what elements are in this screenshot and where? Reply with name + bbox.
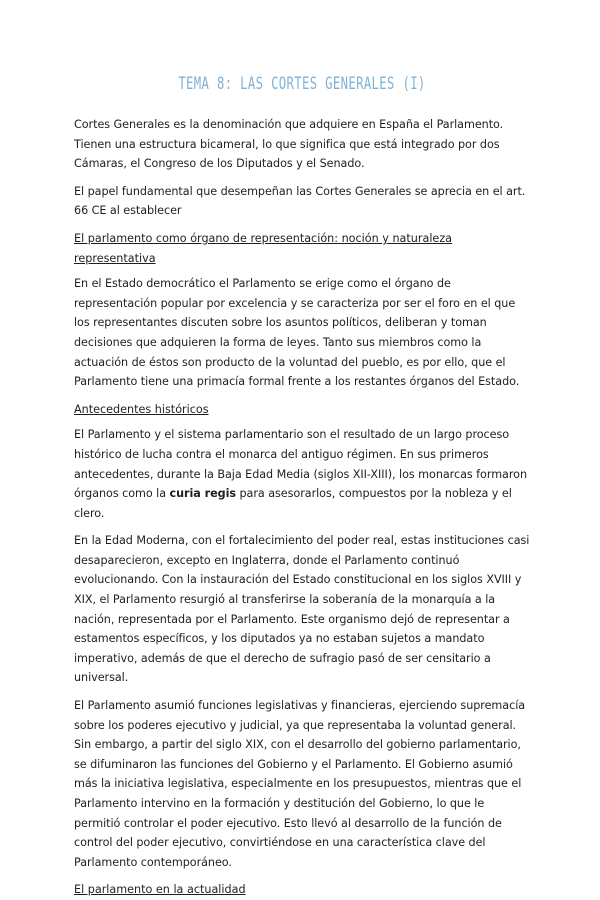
section-heading-history: Antecedentes históricos (74, 402, 209, 416)
representation-paragraph: En el Estado democrático el Parlamento se erige como el órgano de representación popular por excelencia y se caracteriza por ser el foro en el que los representantes discuten sobre los asuntos políticos, deliberan y toman decisiones que adquieren la forma de leyes. Tanto sus miembros como la actuación de éstos son producto de la voluntad del pueblo, es por ello, que el Parlamento tiene una primacía formal frente a los restantes órganos del Estado. (74, 277, 520, 389)
intro-paragraph-2: El papel fundamental que desempeñan las Cortes Generales se aprecia en el art. 66 CE al establecer (74, 184, 526, 218)
section-heading-current: El parlamento en la actualidad (74, 883, 246, 897)
curia-regis-term: curia regis (169, 487, 236, 501)
page-title: TEMA 8: LAS CORTES GENERALES (I) (178, 74, 426, 94)
section-heading-representation: El parlamento como órgano de representación: noción y naturaleza representativa (74, 231, 453, 265)
history-paragraph-2: En la Edad Moderna, con el fortalecimiento del poder real, estas instituciones casi desaparecieron, excepto en Inglaterra, donde el Parlamento continuó evolucionando. Con la instauración del Estado constitucional en los siglos XVIII y XIX, el Parlamento resurgió al transferirse la soberanía de la monarquía a la nación, representada por el Parlamento. Este organismo dejó de representar a estamentos específicos, y los diputados ya no estaban sujetos a mandato imperativo, además de que el derecho de sufragio pasó de ser censitario a universal. (74, 534, 530, 685)
history-paragraph-1 (74, 425, 530, 523)
history-p1-text-before: El Parlamento y el sistema parlamentario son el resultado de un largo proceso histórico de lucha contra el monarca del antiguo régimen. En sus primeros antecedentes, durante la Baja Edad Media (siglos XII-XIII), los monarcas formaron órganos como la (74, 428, 527, 501)
history-paragraph-3: El Parlamento asumió funciones legislativas y financieras, ejerciendo supremacía sobre los poderes ejecutivo y judicial, ya que representaba la voluntad general. Sin embargo, a partir del siglo XIX, con el desarrollo del gobierno parlamentario, se difuminaron las funciones del Gobierno y el Parlamento. El Gobierno asumió más la iniciativa legislativa, especialmente en los presupuestos, mientras que el Parlamento intervino en la formación y destitución del Gobierno, lo que le permitió controlar el poder ejecutivo. Esto llevó al desarrollo de la función de control del poder ejecutivo, convirtiéndose en una característica clave del Parlamento contemporáneo. (74, 699, 526, 869)
history-p1-text-after: para asesorarlos, compuestos por la nobleza y el clero. (74, 487, 512, 520)
intro-paragraph-1: Cortes Generales es la denominación que adquiere en España el Parlamento. Tienen una estructura bicameral, lo que significa que está integrado por dos Cámaras, el Congreso de los Diputados y el Senado. (74, 118, 504, 171)
